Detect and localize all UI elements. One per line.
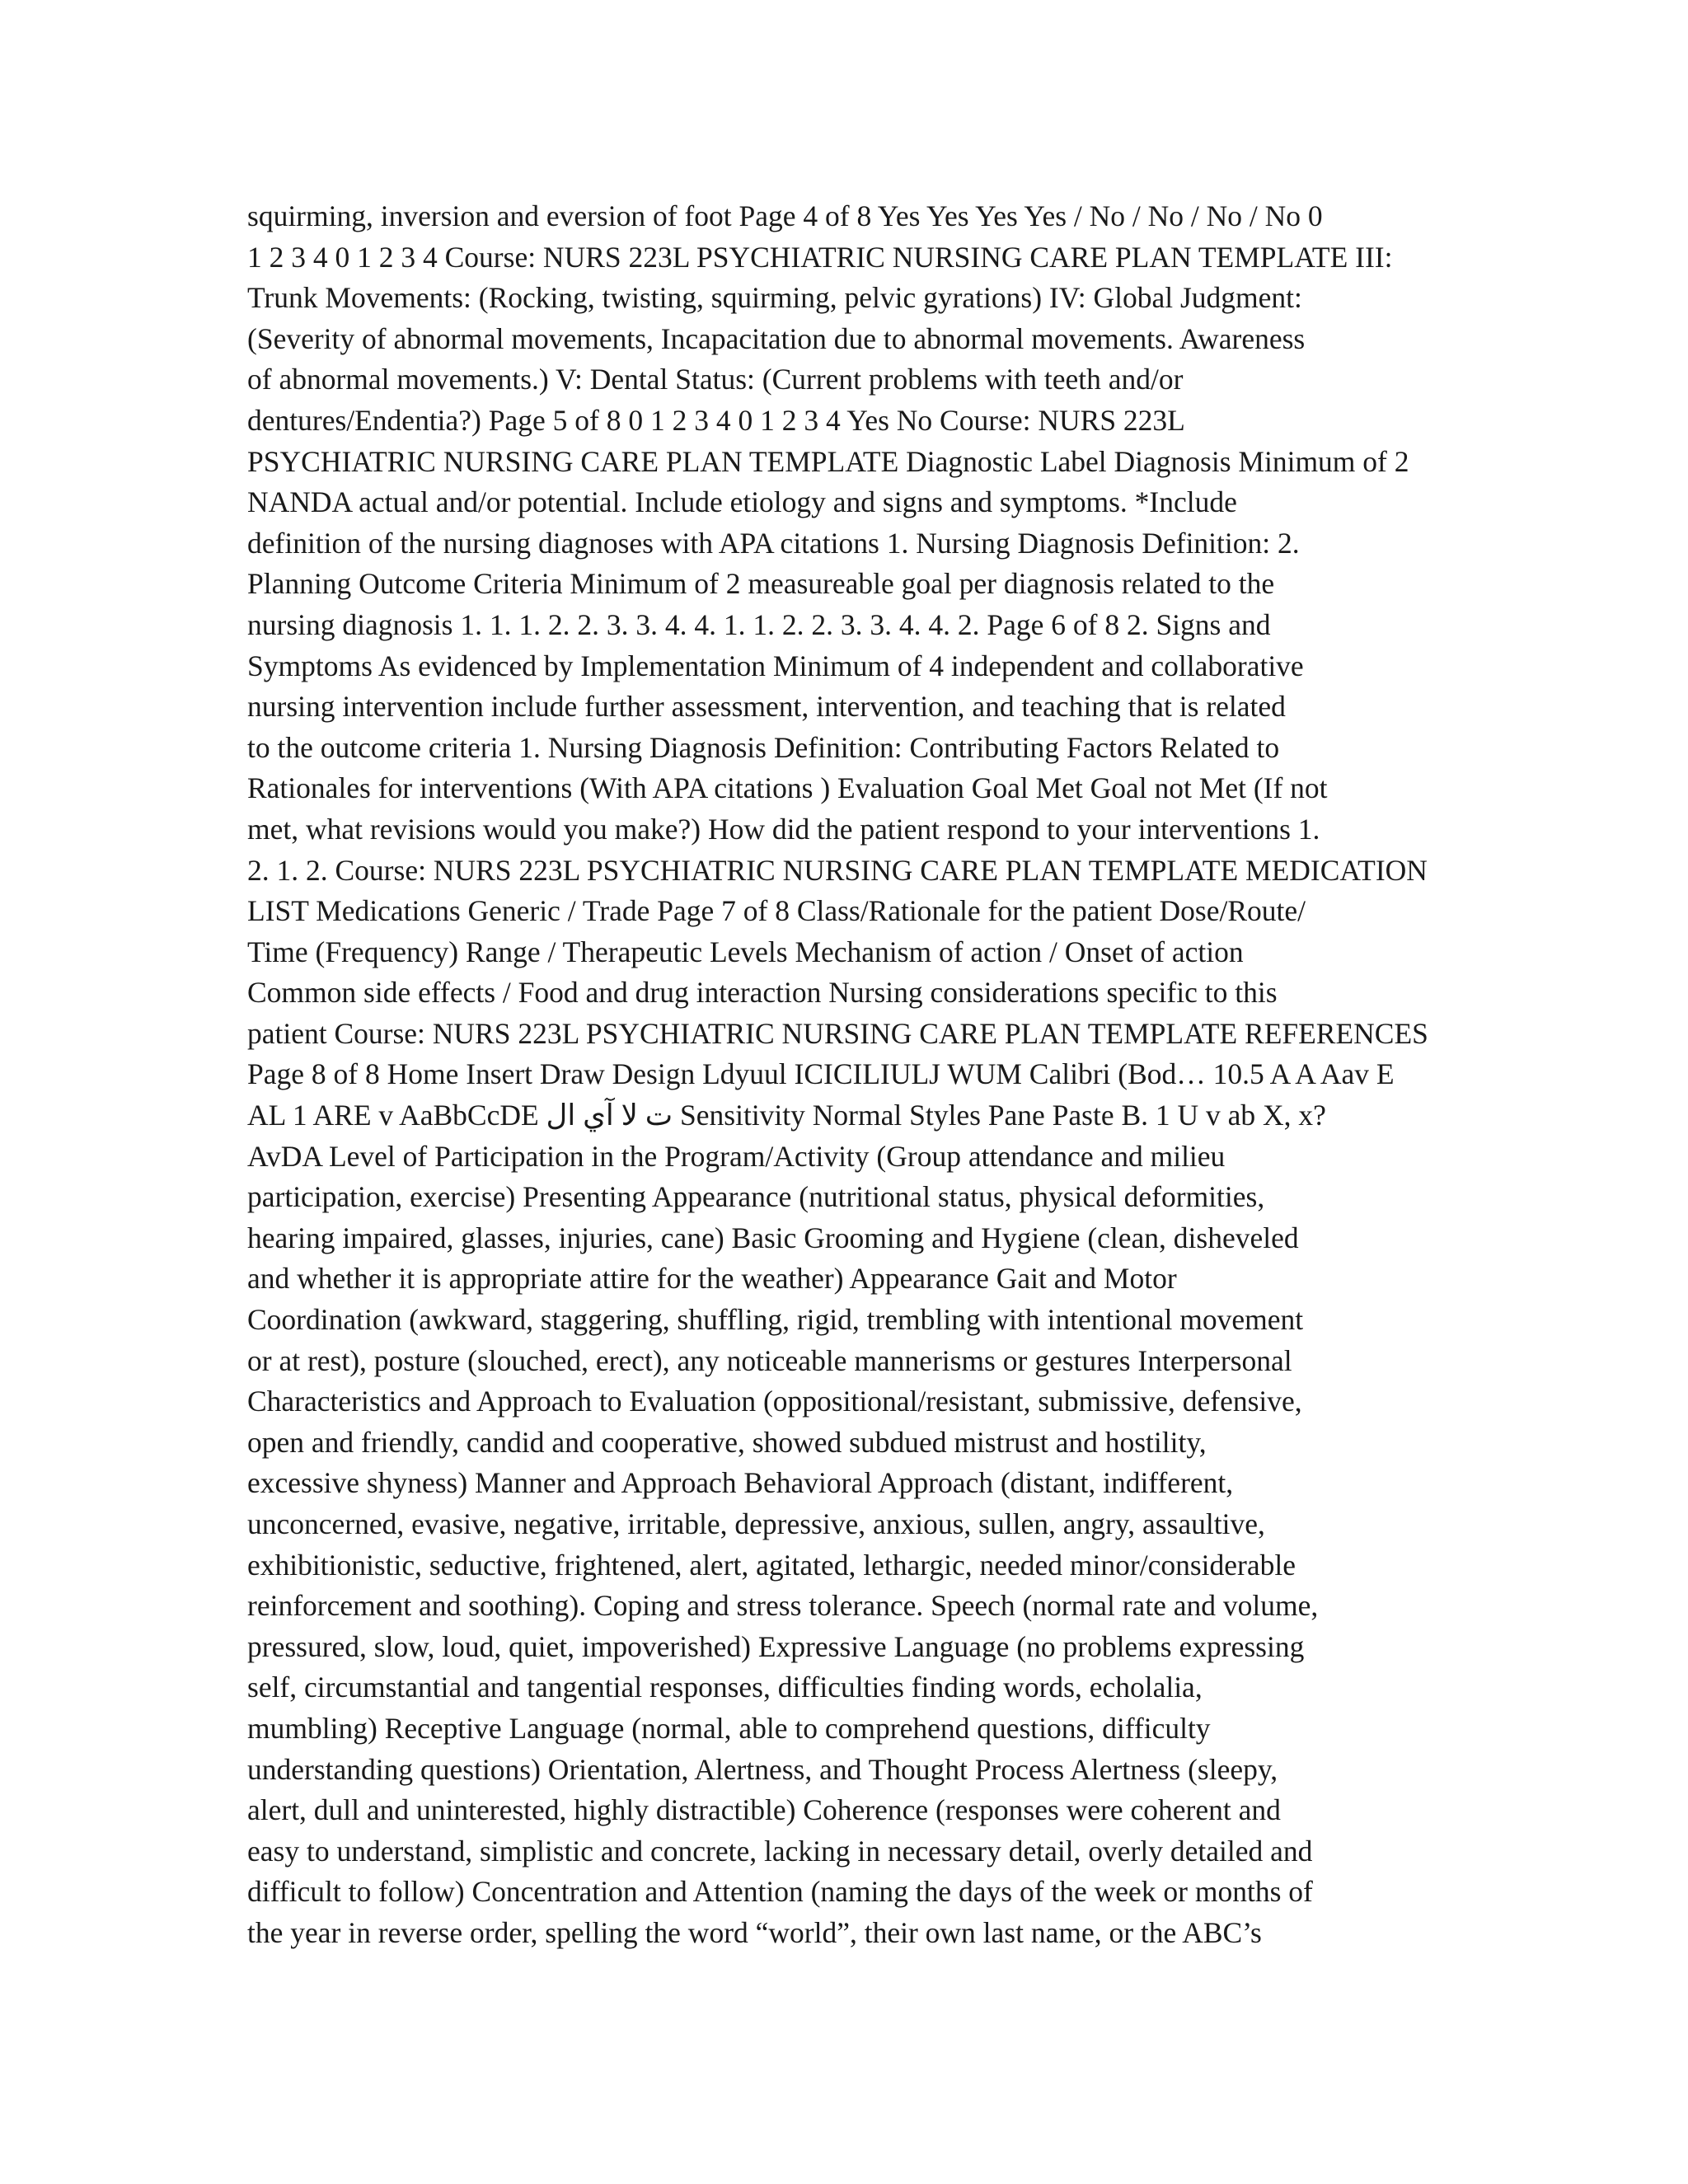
text-line: patient Course: NURS 223L PSYCHIATRIC NURSING CARE PLAN TEMPLATE REFERENCES [247,1016,1428,1050]
body-text [247,196,1459,1954]
text-line: unconcerned, evasive, negative, irritable, depressive, anxious, sullen, angry, assaultive, [247,1507,1265,1540]
text-line: Symptoms As evidenced by Implementation Minimum of 4 independent and collaborative [247,649,1304,682]
text-line: difficult to follow) Concentration and Attention (naming the days of the week or months of [247,1875,1313,1909]
text-line: Time (Frequency) Range / Therapeutic Levels Mechanism of action / Onset of action [247,935,1244,968]
text-line: Page 8 of 8 Home Insert Draw Design Ldyuul ICICILIULJ WUM Calibri (Bod… 10.5 A A Aav E [247,1057,1395,1091]
text-line: of abnormal movements.) V: Dental Status: (Current problems with teeth and/or [247,363,1184,396]
text-line: to the outcome criteria 1. Nursing Diagnosis Definition: Contributing Factors Related to [247,730,1280,764]
text-line: Characteristics and Approach to Evaluation (oppositional/resistant, submissive, defensive, [247,1385,1302,1418]
text-line: exhibitionistic, seductive, frightened, alert, agitated, lethargic, needed minor/considerable [247,1548,1296,1582]
text-line: 2. 1. 2. Course: NURS 223L PSYCHIATRIC NURSING CARE PLAN TEMPLATE MEDICATION [247,853,1428,887]
text-line: open and friendly, candid and cooperative, showed subdued mistrust and hostility, [247,1425,1207,1459]
text-line: easy to understand, simplistic and concrete, lacking in necessary detail, overly detailed and [247,1834,1313,1868]
text-line: alert, dull and uninterested, highly distractible) Coherence (responses were coherent and [247,1793,1281,1827]
text-line: understanding questions) Orientation, Alertness, and Thought Process Alertness (sleepy, [247,1752,1278,1786]
text-line: Planning Outcome Criteria Minimum of 2 measureable goal per diagnosis related to the [247,567,1275,601]
text-line: Coordination (awkward, staggering, shuffling, rigid, trembling with intentional movement [247,1303,1304,1337]
text-line: the year in reverse order, spelling the word “world”, their own last name, or the ABC’s [247,1915,1262,1949]
text-line: LIST Medications Generic / Trade Page 7 of 8 Class/Rationale for the patient Dose/Route/ [247,894,1306,928]
text-line: Common side effects / Food and drug interaction Nursing considerations specific to this [247,976,1278,1010]
text-line: NANDA actual and/or potential. Include etiology and signs and symptoms. *Include [247,485,1237,519]
text-line: Rationales for interventions (With APA citations ) Evaluation Goal Met Goal not Met (If not [247,771,1328,805]
text-line: reinforcement and soothing). Coping and stress tolerance. Speech (normal rate and volume, [247,1589,1319,1623]
text-line: mumbling) Receptive Language (normal, able to comprehend questions, difficulty [247,1711,1211,1745]
text-line: dentures/Endentia?) Page 5 of 8 0 1 2 3 4 0 1 2 3 4 Yes No Course: NURS 223L [247,403,1185,437]
text-line: excessive shyness) Manner and Approach Behavioral Approach (distant, indifferent, [247,1466,1234,1500]
text-line: hearing impaired, glasses, injuries, cane) Basic Grooming and Hygiene (clean, disheveled [247,1221,1299,1254]
text-line: AL 1 ARE v AaBbCcDE ت لا آي ال Sensitivity Normal Styles Pane Paste B. 1 U v ab X, x? [247,1099,1326,1132]
text-line: PSYCHIATRIC NURSING CARE PLAN TEMPLATE Diagnostic Label Diagnosis Minimum of 2 [247,444,1409,478]
text-line: Trunk Movements: (Rocking, twisting, squirming, pelvic gyrations) IV: Global Judgment: [247,281,1302,315]
text-line: squirming, inversion and eversion of foot Page 4 of 8 Yes Yes Yes Yes / No / No / No / No 0 [247,199,1323,232]
text-line: pressured, slow, loud, quiet, impoverished) Expressive Language (no problems expressing [247,1629,1305,1663]
text-line: nursing diagnosis 1. 1. 1. 2. 2. 3. 3. 4. 4. 1. 1. 2. 2. 3. 3. 4. 4. 2. Page 6 of 8 2. Signs and [247,607,1271,641]
text-line: met, what revisions would you make?) How did the patient respond to your interventions 1. [247,812,1320,846]
text-line: or at rest), posture (slouched, erect), any noticeable mannerisms or gestures Interpersonal [247,1343,1292,1377]
text-line: AvDA Level of Participation in the Program/Activity (Group attendance and milieu [247,1139,1226,1173]
text-line: definition of the nursing diagnoses with APA citations 1. Nursing Diagnosis Definition: 2. [247,526,1300,560]
text-line: participation, exercise) Presenting Appearance (nutritional status, physical deformities, [247,1180,1265,1214]
text-line: and whether it is appropriate attire for the weather) Appearance Gait and Motor [247,1262,1177,1296]
text-line: nursing intervention include further assessment, intervention, and teaching that is related [247,690,1286,724]
text-line: 1 2 3 4 0 1 2 3 4 Course: NURS 223L PSYCHIATRIC NURSING CARE PLAN TEMPLATE III: [247,240,1393,274]
text-line: (Severity of abnormal movements, Incapacitation due to abnormal movements. Awareness [247,321,1306,355]
text-line: self, circumstantial and tangential responses, difficulties finding words, echolalia, [247,1671,1203,1704]
